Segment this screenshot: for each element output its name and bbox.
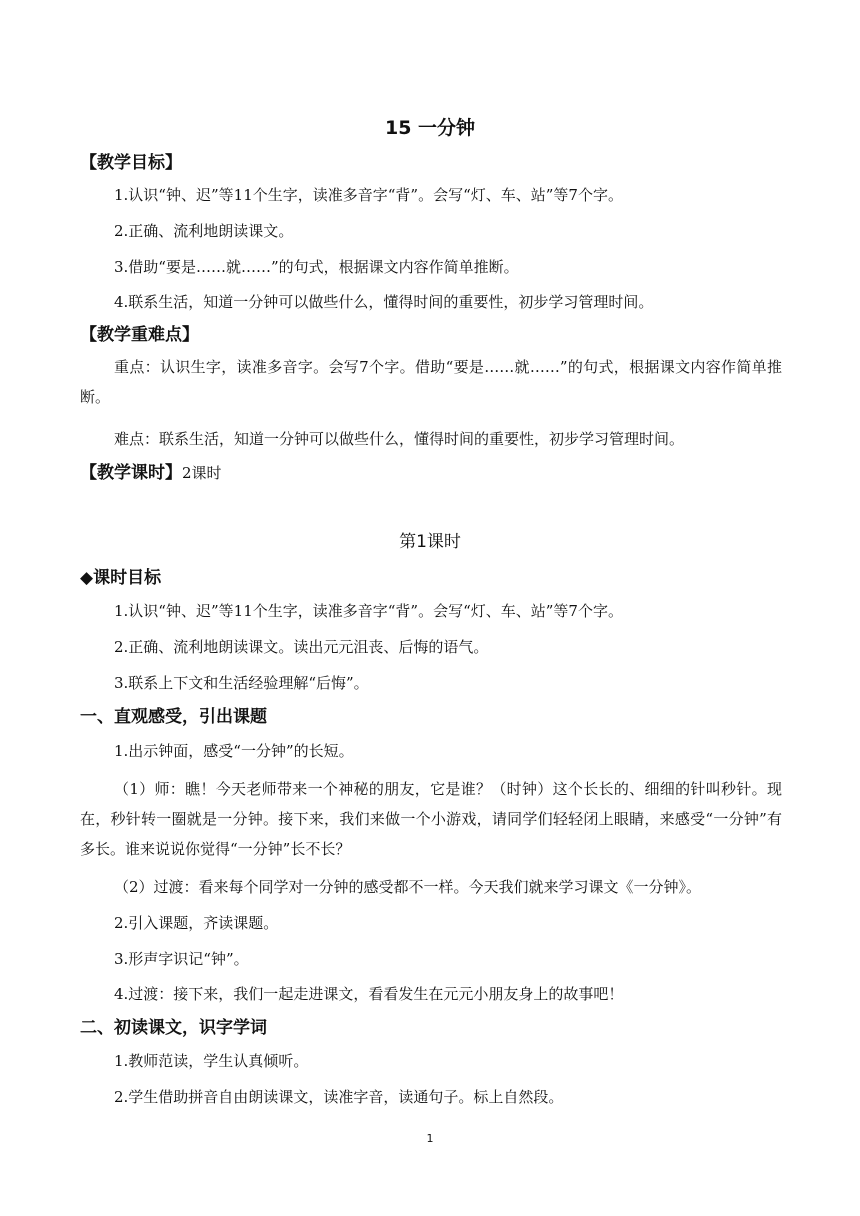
section1-item: 3.形声字识记“钟”。 (114, 950, 249, 968)
section2-item: 1.教师范读，学生认真倾听。 (114, 1052, 309, 1070)
page-number: 1 (426, 1132, 434, 1145)
page-title: 15 一分钟 (384, 117, 476, 139)
hours-heading: 【教学课时】 (80, 463, 182, 483)
section1-item: （1）师：瞧！今天老师带来一个神秘的朋友，它是谁？（时钟）这个长长的、细细的针叫秒针。现在，秒针转一圈就是一分钟。接下来，我们来做一个小游戏，请同学们轻轻闭上眼睛，来感受“一分钟”有多长。谁来说说你觉得“一分钟”长不长？ (80, 780, 782, 858)
section1-item: （2）过渡：看来每个同学对一分钟的感受都不一样。今天我们就来学习课文《一分钟》。 (114, 878, 702, 896)
lesson-goal-item: 3.联系上下文和生活经验理解“后悔”。 (114, 674, 369, 692)
lesson-title: 第1课时 (399, 532, 461, 552)
section1-item: 4.过渡：接下来，我们一起走进课文，看看发生在元元小朋友身上的故事吧！ (114, 985, 624, 1003)
section1-item: 1.出示钟面，感受“一分钟”的长短。 (114, 742, 354, 760)
lesson-goal-item: 1.认识“钟、迟”等11个生字，读准多音字“背”。会写“灯、车、站”等7个字。 (114, 602, 623, 620)
hours-value: 2课时 (182, 464, 222, 482)
goal-item: 4.联系生活，知道一分钟可以做些什么，懂得时间的重要性，初步学习管理时间。 (114, 293, 654, 311)
lesson-goal-item: 2.正确、流利地朗读课文。读出元元沮丧、后悔的语气。 (114, 638, 489, 656)
key-heading: 【教学重难点】 (80, 325, 199, 345)
difficult-point: 难点：联系生活，知道一分钟可以做些什么，懂得时间的重要性，初步学习管理时间。 (114, 430, 685, 448)
key-point: 重点：认识生字，读准多音字。会写7个字。借助“要是……就……”的句式，根据课文内容作简单推断。 (80, 358, 782, 406)
goal-item: 2.正确、流利地朗读课文。 (114, 222, 294, 240)
section1-item: 2.引入课题，齐读课题。 (114, 914, 279, 932)
section1-heading: 一、直观感受，引出课题 (80, 707, 267, 727)
goal-item: 1.认识“钟、迟”等11个生字，读准多音字“背”。会写“灯、车、站”等7个字。 (114, 186, 623, 204)
hours-line (80, 458, 222, 483)
section2-item: 2.学生借助拼音自由朗读课文，读准字音，读通句子。标上自然段。 (114, 1088, 564, 1106)
goal-item: 3.借助“要是……就……”的句式，根据课文内容作简单推断。 (114, 258, 519, 276)
lesson-goals-heading: ◆课时目标 (80, 568, 162, 588)
goals-heading: 【教学目标】 (80, 153, 182, 173)
section2-heading: 二、初读课文，识字学词 (80, 1018, 267, 1038)
